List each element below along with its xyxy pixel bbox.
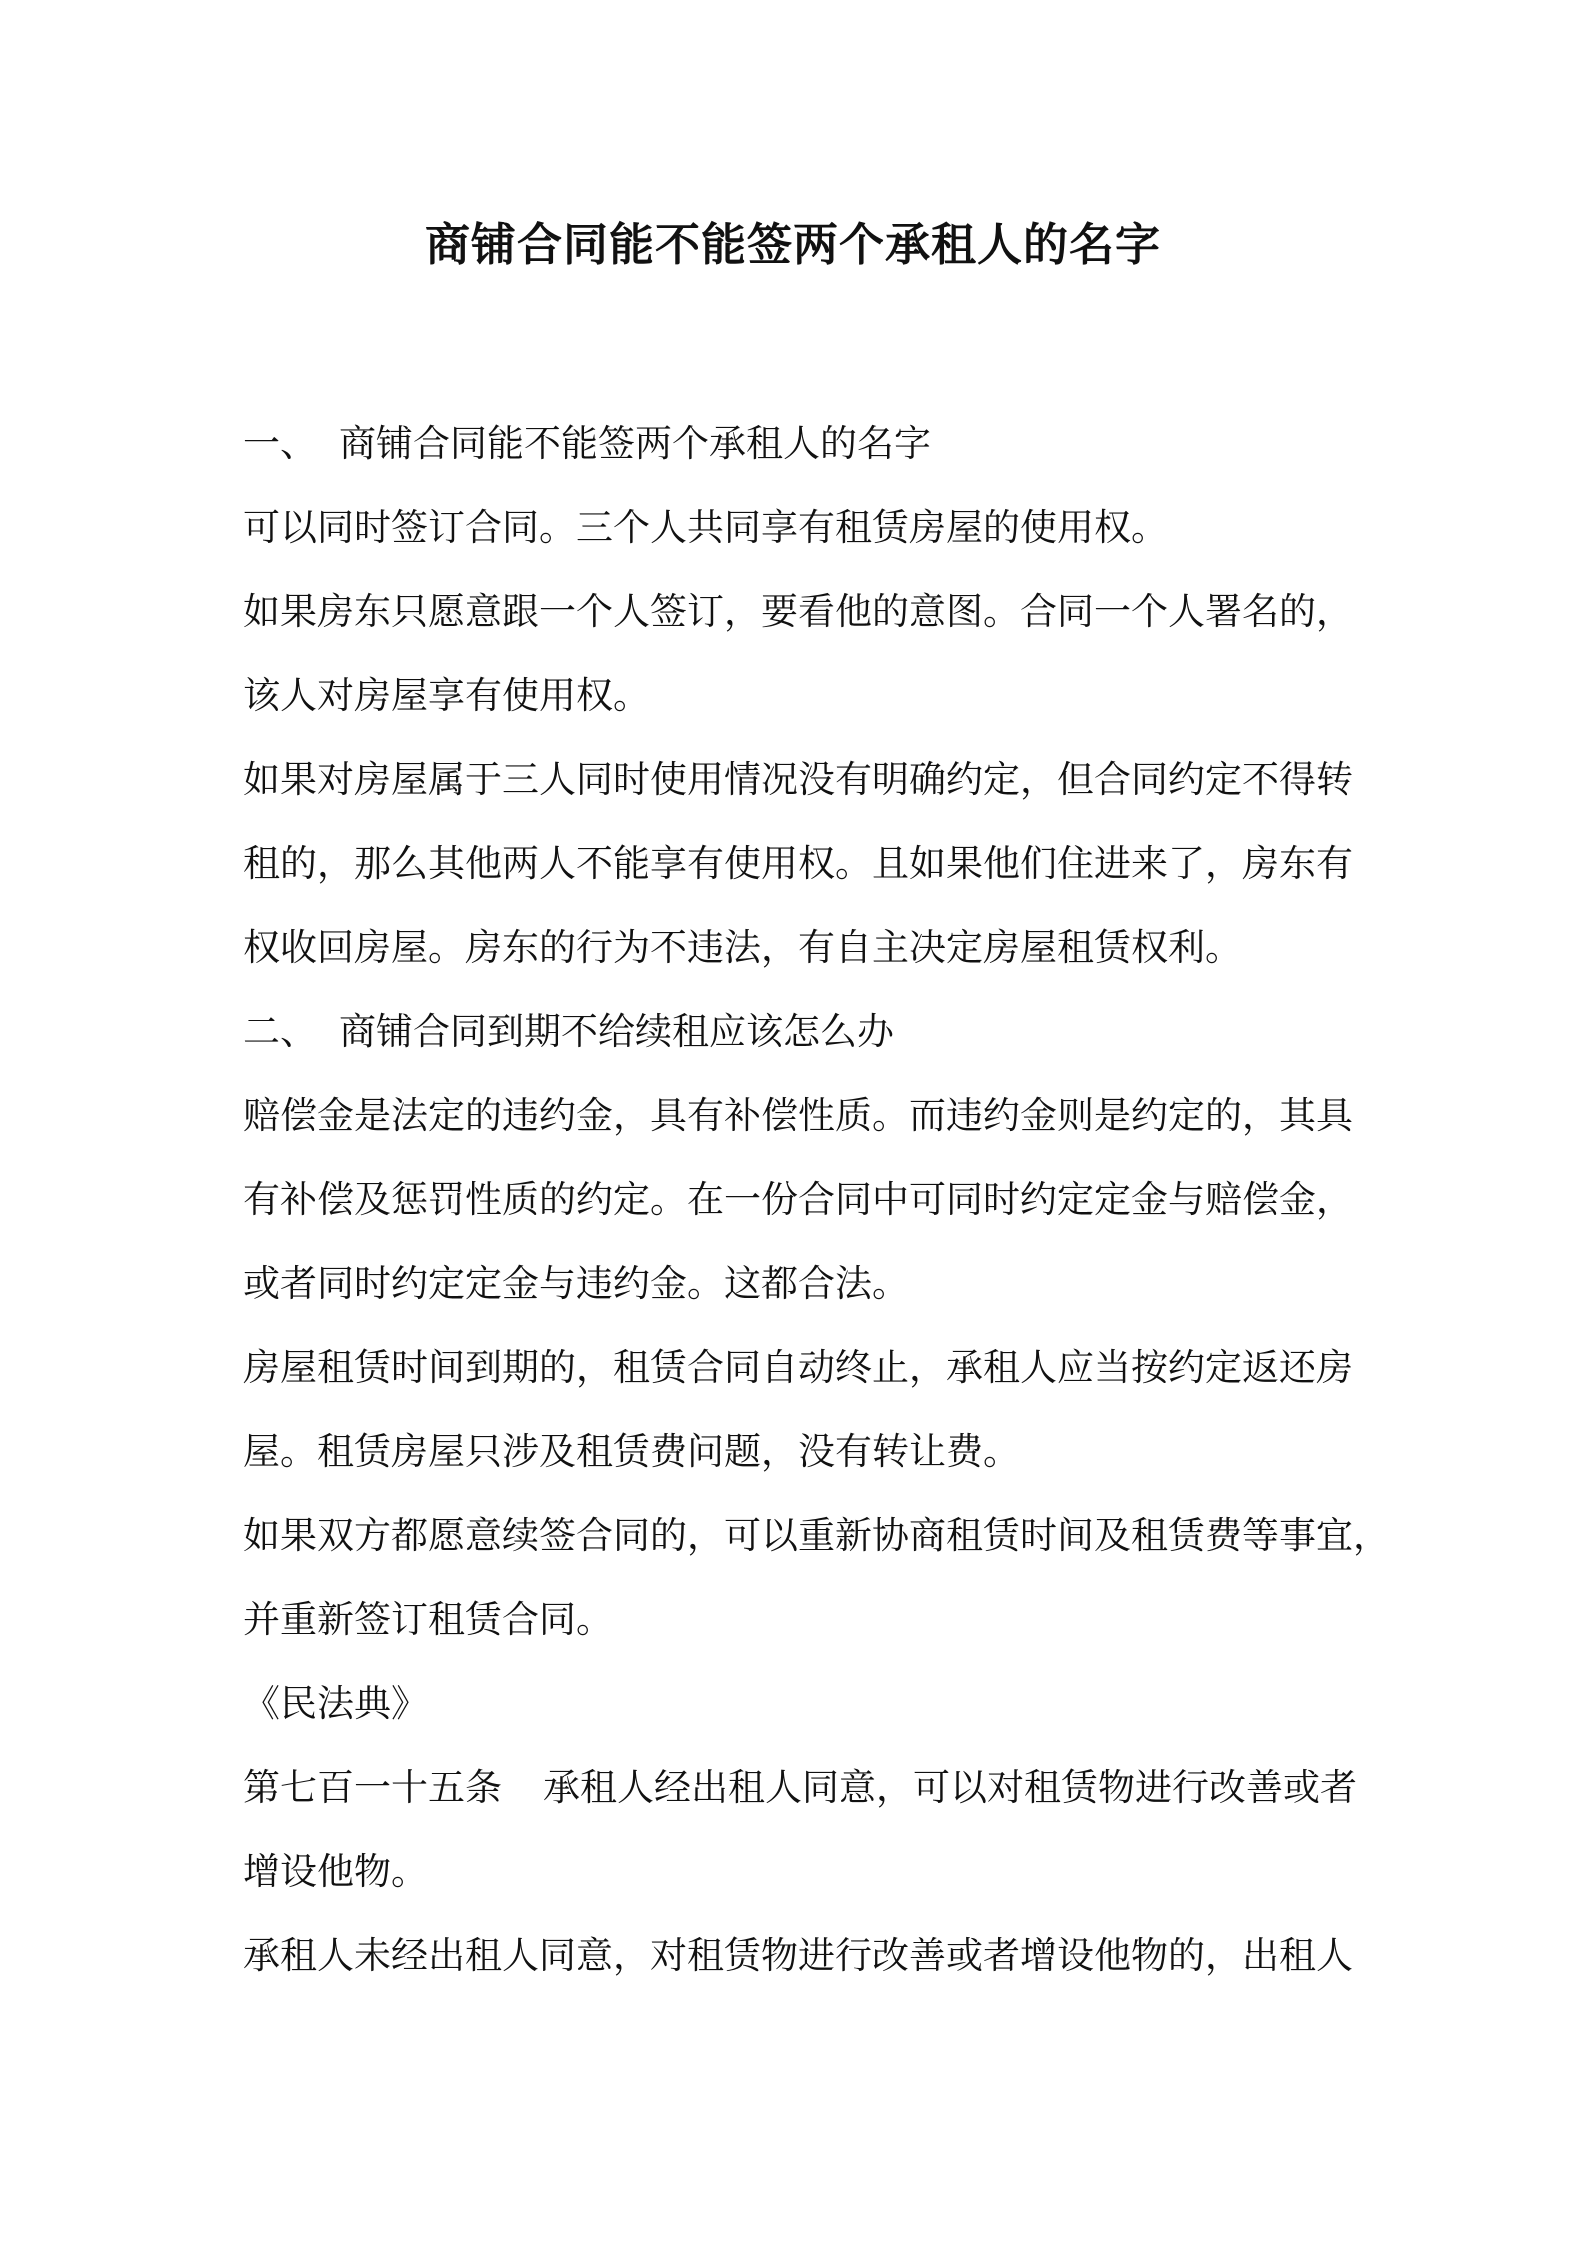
paragraph-line: 赔偿金是法定的违约金，具有补偿性质。而违约金则是约定的，其具	[243, 1094, 1353, 1137]
law-reference: 《民法典》	[243, 1682, 428, 1725]
paragraph-line: 如果房东只愿意跟一个人签订，要看他的意图。合同一个人署名的，	[243, 590, 1353, 633]
document-body	[243, 402, 1390, 1998]
paragraph-line: 权收回房屋。房东的行为不违法，有自主决定房屋租赁权利。	[243, 926, 1242, 969]
paragraph-line: 可以同时签订合同。三个人共同享有租赁房屋的使用权。	[243, 506, 1168, 549]
section-heading-text-2: 商铺合同到期不给续租应该怎么办	[339, 1010, 894, 1053]
paragraph-line: 有补偿及惩罚性质的约定。在一份合同中可同时约定定金与赔偿金，	[243, 1178, 1353, 1221]
paragraph-line: 增设他物。	[243, 1850, 428, 1893]
article-number: 第七百一十五条	[243, 1766, 502, 1809]
paragraph-line: 或者同时约定定金与违约金。这都合法。	[243, 1262, 909, 1305]
paragraph-line: 屋。租赁房屋只涉及租赁费问题，没有转让费。	[243, 1430, 1020, 1473]
section-heading-1	[243, 402, 1363, 486]
section-number-1: 一、	[243, 422, 317, 465]
section-number-2: 二、	[243, 1010, 317, 1053]
paragraph-line: 该人对房屋享有使用权。	[243, 674, 650, 717]
paragraph-line: 承租人未经出租人同意，对租赁物进行改善或者增设他物的，出租人	[243, 1934, 1353, 1977]
paragraph-line: 并重新签订租赁合同。	[243, 1598, 613, 1641]
paragraph-line: 租的，那么其他两人不能享有使用权。且如果他们住进来了，房东有	[243, 842, 1353, 885]
article-text: 承租人经出租人同意，可以对租赁物进行改善或者	[543, 1766, 1357, 1809]
paragraph-line: 如果双方都愿意续签合同的，可以重新协商租赁时间及租赁费等事宜，	[243, 1514, 1390, 1557]
paragraph-line: 如果对房屋属于三人同时使用情况没有明确约定，但合同约定不得转	[243, 758, 1353, 801]
section-heading-2	[243, 990, 1363, 1074]
article-line	[243, 1746, 1363, 1830]
paragraph-line: 房屋租赁时间到期的，租赁合同自动终止，承租人应当按约定返还房	[243, 1346, 1353, 1389]
document-title: 商铺合同能不能签两个承租人的名字	[424, 218, 1161, 271]
section-heading-text-1: 商铺合同能不能签两个承租人的名字	[339, 422, 931, 465]
